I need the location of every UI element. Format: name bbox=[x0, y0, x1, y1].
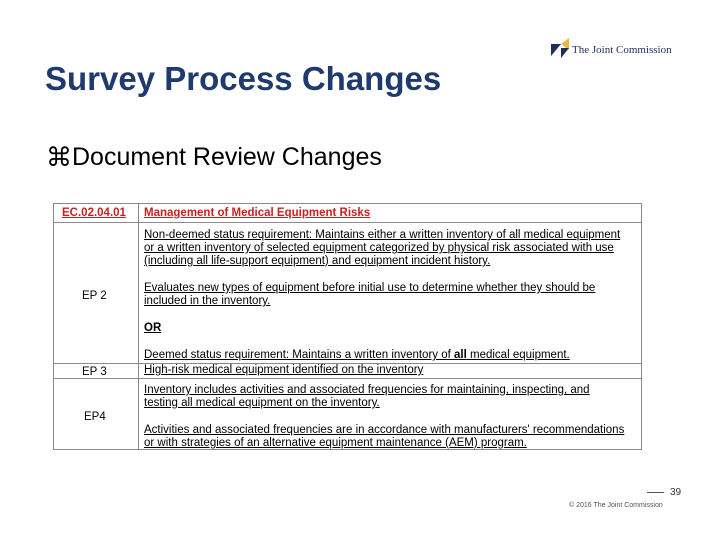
bullet-text: Document Review Changes bbox=[72, 143, 382, 171]
logo-text: The Joint Commission bbox=[572, 44, 672, 56]
column-divider bbox=[138, 204, 139, 449]
bullet-icon: ⌘ bbox=[46, 142, 72, 172]
ep4-label: EP4 bbox=[84, 411, 106, 423]
ep3-label: EP 3 bbox=[82, 366, 107, 378]
ep2-text-line: included in the inventory. bbox=[144, 295, 271, 307]
standard-title: Management of Medical Equipment Risks bbox=[144, 207, 371, 219]
ep4-text-line: testing all medical equipment on the inventory. bbox=[144, 397, 380, 409]
ep2-or: OR bbox=[144, 322, 162, 334]
ep2-text-line: (including all life-support equipment) and equipment incident history. bbox=[144, 255, 491, 267]
ep4-text-line: or with strategies of an alternative equipment maintenance (AEM) program. bbox=[144, 437, 527, 449]
standards-table bbox=[53, 203, 642, 450]
ep2-text-line: or a written inventory of selected equipment categorized by physical risk associated with use bbox=[144, 242, 614, 254]
row-divider bbox=[54, 378, 641, 379]
page-number: 39 bbox=[670, 487, 682, 498]
bullet-item bbox=[46, 142, 382, 172]
slide-title: Survey Process Changes bbox=[45, 60, 442, 97]
ep2-text-line: Non-deemed status requirement: Maintains either a written inventory of all medical equipment bbox=[144, 229, 621, 241]
copyright: © 2016 The Joint Commission bbox=[569, 502, 663, 509]
row-divider bbox=[54, 222, 641, 223]
ep2-label: EP 2 bbox=[82, 290, 107, 302]
ep4-text-line: Inventory includes activities and associated frequencies for maintaining, inspecting, and bbox=[144, 384, 590, 396]
ep3-text: High-risk medical equipment identified on the inventory bbox=[144, 364, 424, 376]
ep4-text-line: Activities and associated frequencies are in accordance with manufacturers' recommendations bbox=[144, 424, 625, 436]
page-number-rule bbox=[647, 492, 664, 493]
ep2-text-line: Evaluates new types of equipment before initial use to determine whether they should be bbox=[144, 282, 596, 294]
standard-code: EC.02.04.01 bbox=[62, 207, 126, 219]
ep2-text-line: Deemed status requirement: Maintains a written inventory of all medical equipment. bbox=[144, 349, 570, 361]
